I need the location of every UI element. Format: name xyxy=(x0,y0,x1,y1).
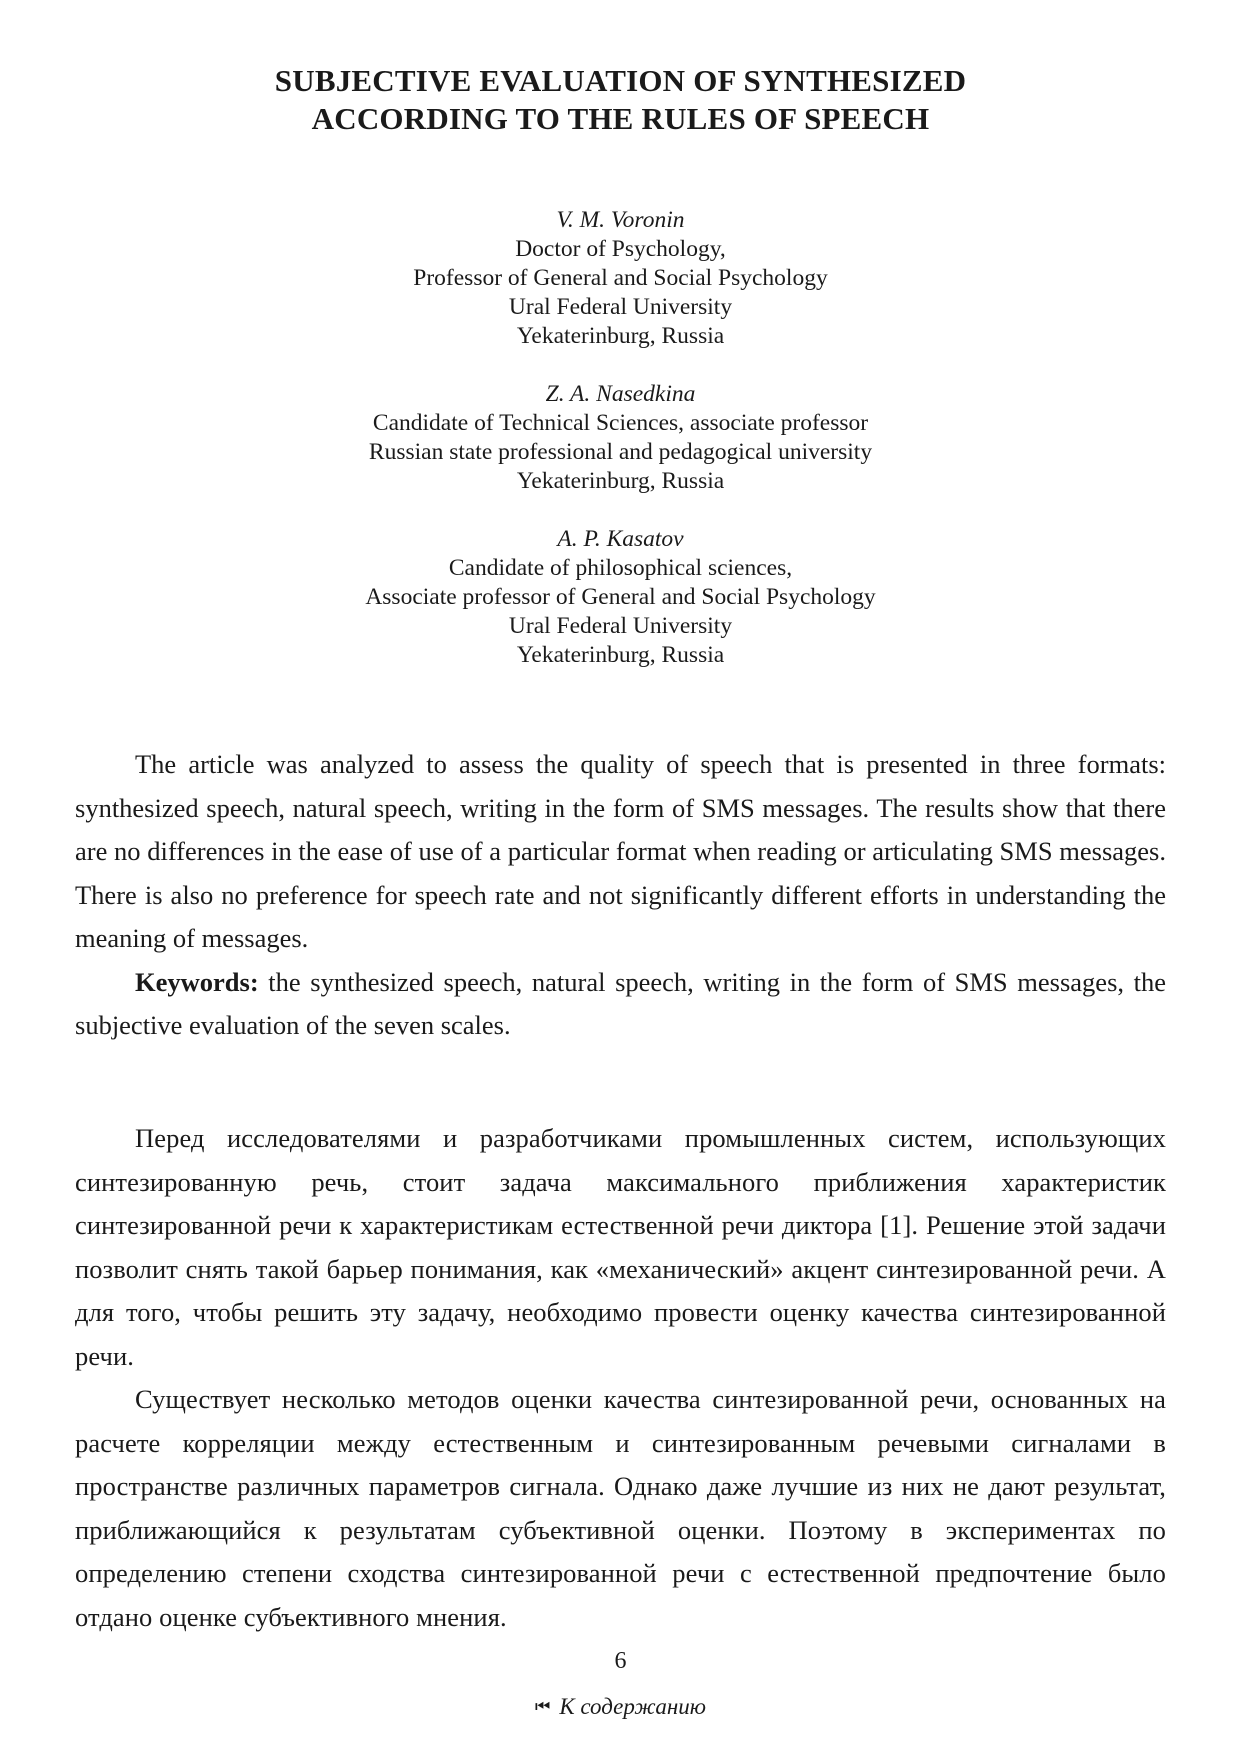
author-block xyxy=(0,380,1241,496)
table-of-contents-link[interactable] xyxy=(0,1694,1241,1720)
keywords-text: the synthesized speech, natural speech, writing in the form of SMS messages, the subjective evaluation of the seven scales. xyxy=(75,966,1166,1040)
body-paragraph: Существует несколько методов оценки качества синтезированной речи, основанных на расчете корреляции между естественным и синтезированным речевыми сигналами в пространстве различных параметров сигнала. Однако даже лучшие из них не дают результат, приближающийся к результатам субъективной оценки. Поэтому в экспериментах по определению степени сходства синтезированной речи с естественной предпочтение было отдано оценке субъективного мнения. xyxy=(75,1384,1166,1632)
author-block xyxy=(0,206,1241,351)
author-name: Z. A. Nasedkina xyxy=(545,381,696,407)
author-name: A. P. Kasatov xyxy=(557,526,684,552)
title-line-1: SUBJECTIVE EVALUATION OF SYNTHESIZED xyxy=(274,63,967,98)
author-affiliation-line: Professor of General and Social Psychology xyxy=(413,265,828,291)
author-affiliation-line: Associate professor of General and Social Psychology xyxy=(365,584,876,610)
author-affiliation-line: Ural Federal University xyxy=(508,294,733,320)
author-affiliation-line: Russian state professional and pedagogical university xyxy=(368,439,873,465)
toc-link-label: К содержанию xyxy=(559,1694,706,1719)
author-block xyxy=(0,525,1241,670)
body-text xyxy=(75,1117,1166,1639)
body-paragraph: Перед исследователями и разработчиками промышленных систем, использующих синтезированную речь, стоит задача максимального приближения характеристик синтезированной речи к характеристикам естественной речи диктора [1]. Решение этой задачи позволит снять такой барьер понимания, как «механический» акцент синтезированной речи. А для того, чтобы решить эту задачу, необходимо провести оценку качества синтезированной речи. xyxy=(75,1123,1166,1371)
author-affiliation-line: Yekaterinburg, Russia xyxy=(516,323,725,349)
author-affiliation-line: Yekaterinburg, Russia xyxy=(516,468,725,494)
author-affiliation-line: Yekaterinburg, Russia xyxy=(516,642,725,668)
page-number: 6 xyxy=(614,1648,627,1674)
author-affiliation-line: Ural Federal University xyxy=(508,613,733,639)
title-line-2: ACCORDING TO THE RULES OF SPEECH xyxy=(311,101,930,136)
abstract-text: The article was analyzed to assess the quality of speech that is presented in three formats: synthesized speech, natural speech, writing in the form of SMS messages. The results show that there are no differences in the ease of use of a particular format when reading or articulating SMS messages. There is also no preference for speech rate and not significantly different efforts in understanding the meaning of messages. xyxy=(75,749,1166,953)
keywords xyxy=(75,961,1166,1048)
author-name: V. M. Voronin xyxy=(556,207,685,233)
author-affiliation-line: Doctor of Psychology, xyxy=(515,236,726,262)
author-affiliation-line: Candidate of philosophical sciences, xyxy=(448,555,793,581)
author-list xyxy=(0,206,1241,699)
paper-title xyxy=(0,62,1241,138)
abstract xyxy=(75,743,1166,1048)
author-affiliation-line: Candidate of Technical Sciences, associate professor xyxy=(372,410,869,436)
keywords-label: Keywords: xyxy=(135,966,259,997)
skip-back-icon: ⏮ xyxy=(535,1697,548,1716)
